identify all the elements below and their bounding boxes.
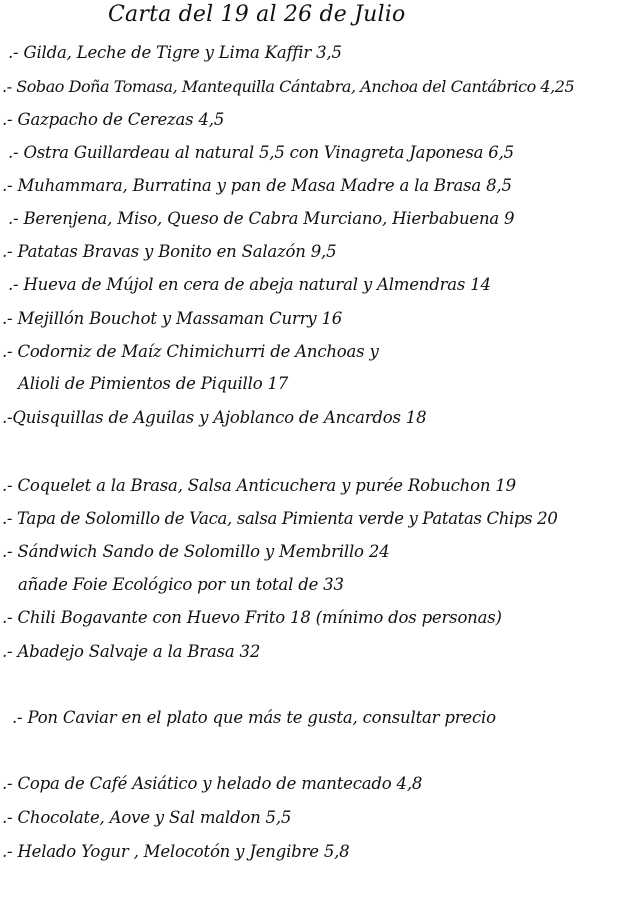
- menu-item-gazpacho: .- Gazpacho de Cerezas 4,5: [2, 110, 225, 129]
- menu-note-caviar: .- Pon Caviar en el plato que más te gusta, consultar precio: [12, 708, 496, 727]
- menu-item-patatas-bravas: .- Patatas Bravas y Bonito en Salazón 9,5: [2, 242, 337, 261]
- menu-item-gilda: .- Gilda, Leche de Tigre y Lima Kaffir 3,5: [8, 43, 342, 62]
- menu-item-quisquillas: .-Quisquillas de Aguilas y Ajoblanco de Ancardos 18: [2, 408, 427, 427]
- menu-item-mejillon: .- Mejillón Bouchot y Massaman Curry 16: [2, 309, 343, 328]
- menu-item-chocolate: .- Chocolate, Aove y Sal maldon 5,5: [2, 808, 292, 827]
- menu-item-sandwich-addon: añade Foie Ecológico por un total de 33: [18, 575, 344, 594]
- menu-item-chili-bogavante: .- Chili Bogavante con Huevo Frito 18 (mínimo dos personas): [2, 608, 502, 627]
- menu-item-codorniz: .- Codorniz de Maíz Chimichurri de Anchoas y: [2, 342, 379, 361]
- menu-item-sobao: .- Sobao Doña Tomasa, Mantequilla Cántabra, Anchoa del Cantábrico 4,25: [2, 77, 575, 96]
- menu-item-helado-yogur: .- Helado Yogur , Melocotón y Jengibre 5,8: [2, 842, 350, 861]
- menu-item-codorniz-continued: Alioli de Pimientos de Piquillo 17: [18, 374, 289, 393]
- menu-item-coquelet: .- Coquelet a la Brasa, Salsa Anticuchera y purée Robuchon 19: [2, 476, 516, 495]
- menu-item-tapa-solomillo: .- Tapa de Solomillo de Vaca, salsa Pimienta verde y Patatas Chips 20: [2, 509, 558, 528]
- menu-title: Carta del 19 al 26 de Julio: [108, 2, 406, 27]
- menu-item-ostra: .- Ostra Guillardeau al natural 5,5 con Vinagreta Japonesa 6,5: [8, 143, 514, 162]
- menu-item-muhammara: .- Muhammara, Burratina y pan de Masa Madre a la Brasa 8,5: [2, 176, 512, 195]
- menu-item-copa-cafe: .- Copa de Café Asiático y helado de mantecado 4,8: [2, 774, 423, 793]
- menu-item-sandwich: .- Sándwich Sando de Solomillo y Membrillo 24: [2, 542, 390, 561]
- menu-item-berenjena: .- Berenjena, Miso, Queso de Cabra Murciano, Hierbabuena 9: [8, 209, 515, 228]
- menu-item-hueva: .- Hueva de Mújol en cera de abeja natural y Almendras 14: [8, 275, 491, 294]
- menu-item-abadejo: .- Abadejo Salvaje a la Brasa 32: [2, 642, 261, 661]
